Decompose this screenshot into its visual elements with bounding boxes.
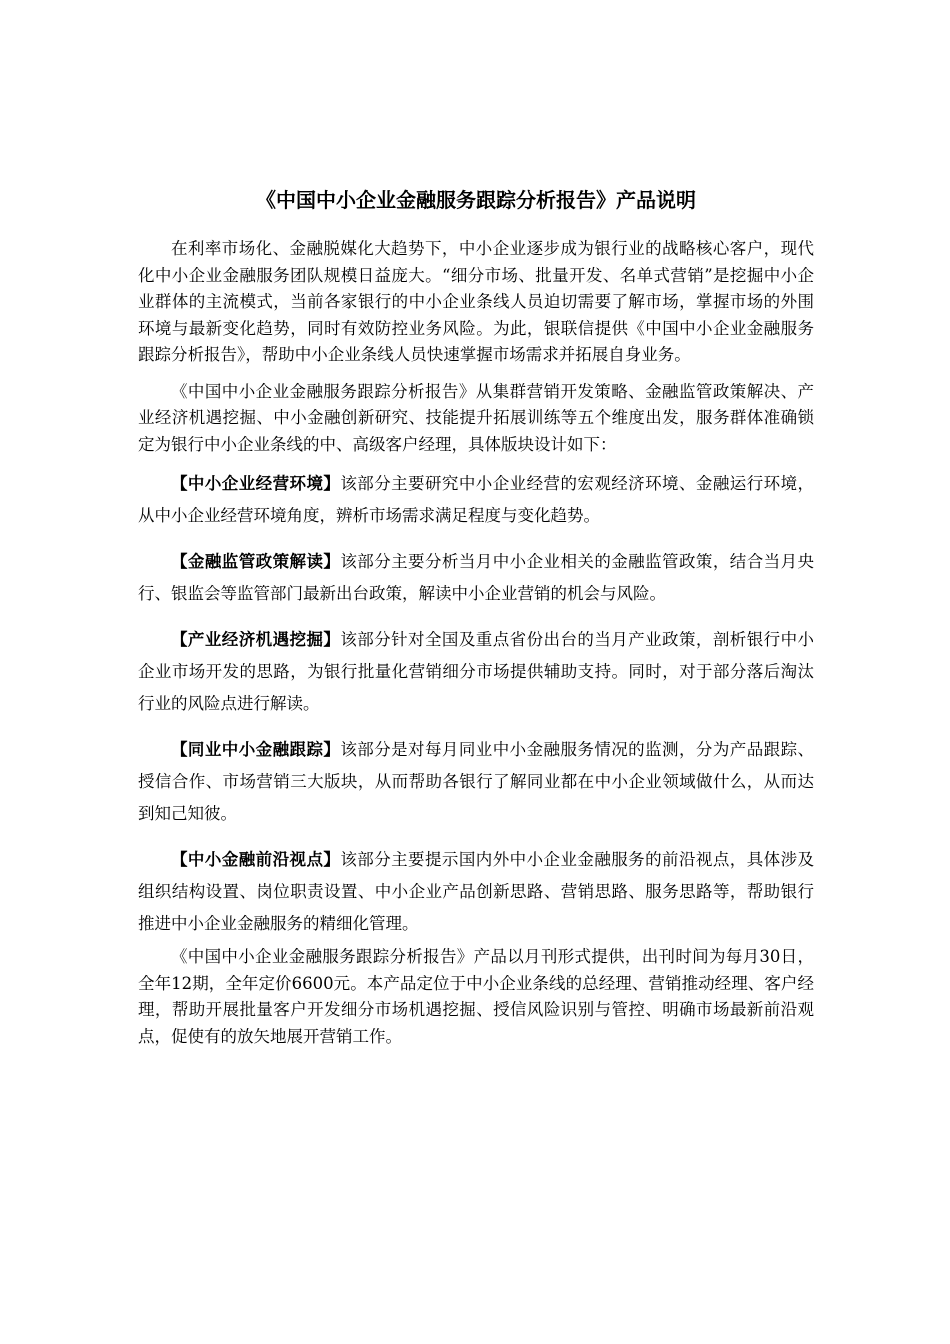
section-text: 该部分是对每月同业中小金融服务情况的监测，分为产品跟踪、授信合作、市场营销三大版块，从而帮助各银行了解同业都在中小企业领域做什么，从而达到知己知彼。 — [138, 740, 815, 823]
section-text: 该部分主要提示国内外中小企业金融服务的前沿视点，具体涉及组织结构设置、岗位职责设置、中小企业产品创新思路、营销思路、服务思路等，帮助银行推进中小企业金融服务的精细化管理。 — [138, 850, 815, 933]
section-heading: 【中小企业经营环境】 — [171, 474, 341, 493]
section-heading: 【中小金融前沿视点】 — [171, 850, 341, 869]
section-heading: 【产业经济机遇挖掘】 — [171, 630, 341, 649]
intro-paragraph-1: 在利率市场化、金融脱媒化大趋势下，中小企业逐步成为银行业的战略核心客户，现代化中小企业金融服务团队规模日益庞大。“细分市场、批量开发、名单式营销”是挖掘中小企业群体的主流模式，当前各家银行的中小企业条线人员迫切需要了解市场，掌握市场的外围环境与最新变化趋势，同时有效防控业务风险。为此，银联信提供《中国中小企业金融服务跟踪分析报告》，帮助中小企业条线人员快速掌握市场需求并拓展自身业务。 — [138, 239, 814, 364]
section-text: 该部分主要分析当月中小企业相关的金融监管政策，结合当月央行、银监会等监管部门最新出台政策，解读中小企业营销的机会与风险。 — [138, 552, 815, 603]
section-regulatory-policy — [138, 546, 814, 610]
intro-paragraph-2: 《中国中小企业金融服务跟踪分析报告》从集群营销开发策略、金融监管政策解决、产业经济机遇挖掘、中小金融创新研究、技能提升拓展训练等五个维度出发，服务群体准确锁定为银行中小企业条线的中、高级客户经理，具体版块设计如下： — [138, 381, 814, 454]
section-business-environment — [138, 468, 814, 532]
section-peer-tracking — [138, 734, 814, 830]
section-heading: 【金融监管政策解读】 — [171, 552, 341, 571]
section-industry-opportunity — [138, 624, 814, 720]
closing-paragraph: 《中国中小企业金融服务跟踪分析报告》产品以月刊形式提供，出刊时间为每月30日，全年12期，全年定价6600元。本产品定位于中小企业条线的总经理、营销推动经理、客户经理，帮助开展批量客户开发细分市场机遇挖掘、授信风险识别与管控、明确市场最新前沿观点，促使有的放矢地展开营销工作。 — [138, 947, 814, 1046]
document-title: 《中国中小企业金融服务跟踪分析报告》产品说明 — [256, 188, 696, 212]
document-page — [138, 186, 814, 1060]
section-text: 该部分主要研究中小企业经营的宏观经济环境、金融运行环境，从中小企业经营环境角度，辨析市场需求满足程度与变化趋势。 — [138, 474, 815, 525]
section-frontier-views — [138, 844, 814, 940]
section-heading: 【同业中小金融跟踪】 — [171, 740, 341, 759]
section-text: 该部分针对全国及重点省份出台的当月产业政策，剖析银行中小企业市场开发的思路，为银行批量化营销细分市场提供辅助支持。同时，对于部分落后淘汰行业的风险点进行解读。 — [138, 630, 815, 713]
